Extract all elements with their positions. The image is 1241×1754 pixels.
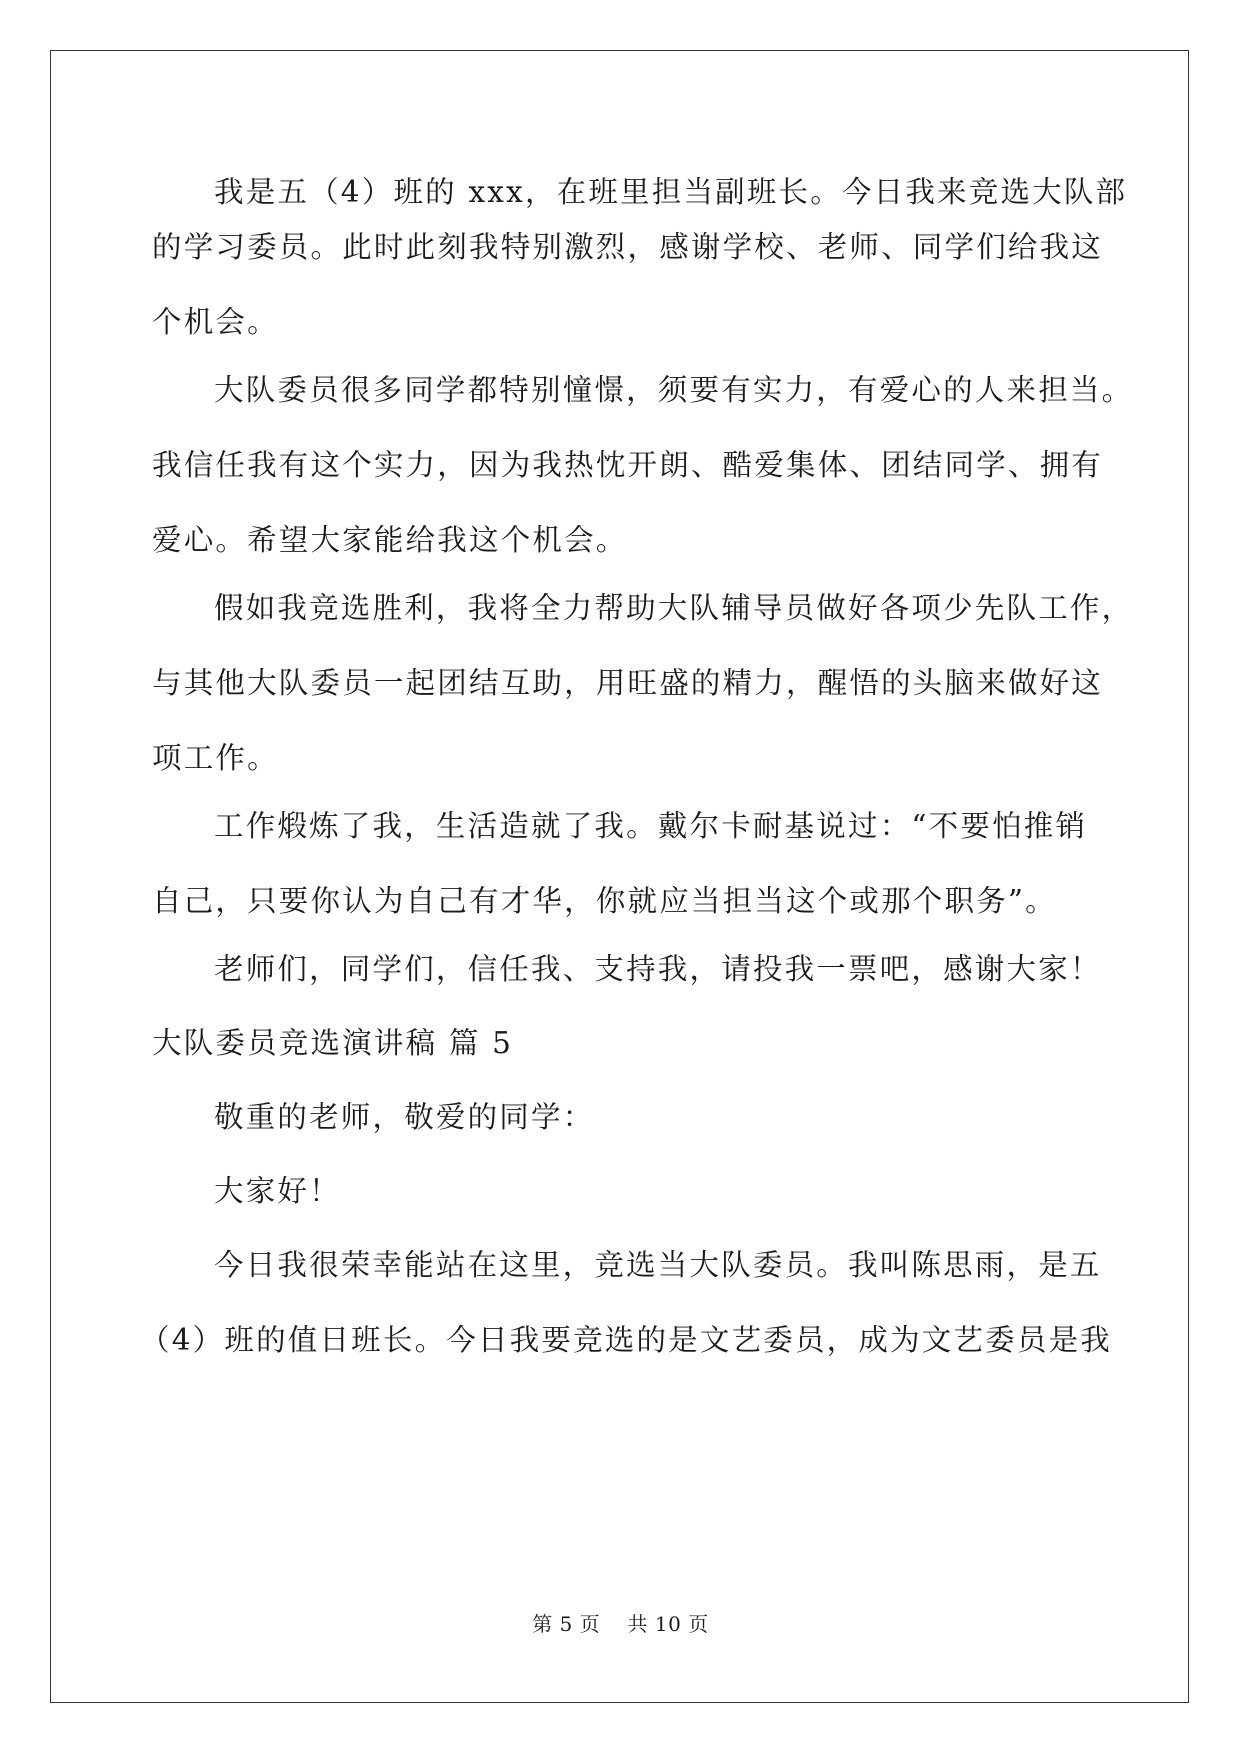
- paragraph-line: 我信任我有这个实力，因为我热忱开朗、酷爱集体、团结同学、拥有: [152, 448, 1104, 482]
- section-heading: 大队委员竞选演讲稿 篇 5: [152, 1026, 514, 1060]
- paragraph-line: 的学习委员。此时此刻我特别激烈，感谢学校、老师、同学们给我这: [152, 230, 1104, 264]
- paragraph-line: 今日我很荣幸能站在这里，竞选当大队委员。我叫陈思雨，是五: [214, 1248, 1102, 1282]
- page-border: [50, 50, 1189, 1703]
- salutation: 敬重的老师，敬爱的同学：: [214, 1100, 595, 1134]
- paragraph-line: 老师们，同学们，信任我、支持我，请投我一票吧，感谢大家！: [214, 952, 1102, 986]
- paragraph-line: 工作煅炼了我，生活造就了我。戴尔卡耐基说过：“不要怕推销: [214, 809, 1088, 843]
- paragraph-line: 项工作。: [152, 741, 279, 775]
- greeting: 大家好！: [214, 1174, 341, 1208]
- paragraph-line: 与其他大队委员一起团结互助，用旺盛的精力，醒悟的头脑来做好这: [152, 666, 1104, 700]
- paragraph-line: 爱心。希望大家能给我这个机会。: [152, 523, 628, 557]
- paragraph-line: 个机会。: [152, 305, 279, 339]
- page-number: 第 5 页 共 10 页: [532, 1612, 709, 1636]
- paragraph-line: （4）班的值日班长。今日我要竞选的是文艺委员，成为文艺委员是我: [140, 1323, 1112, 1357]
- paragraph-line: 我是五（4）班的 xxx，在班里担当副班长。今日我来竞选大队部: [214, 175, 1128, 209]
- paragraph-line: 自己，只要你认为自己有才华，你就应当担当这个或那个职务”。: [152, 884, 1057, 918]
- paragraph-line: 大队委员很多同学都特别憧憬，须要有实力，有爱心的人来担当。: [214, 373, 1134, 407]
- paragraph-line: 假如我竞选胜利，我将全力帮助大队辅导员做好各项少先队工作，: [214, 591, 1134, 625]
